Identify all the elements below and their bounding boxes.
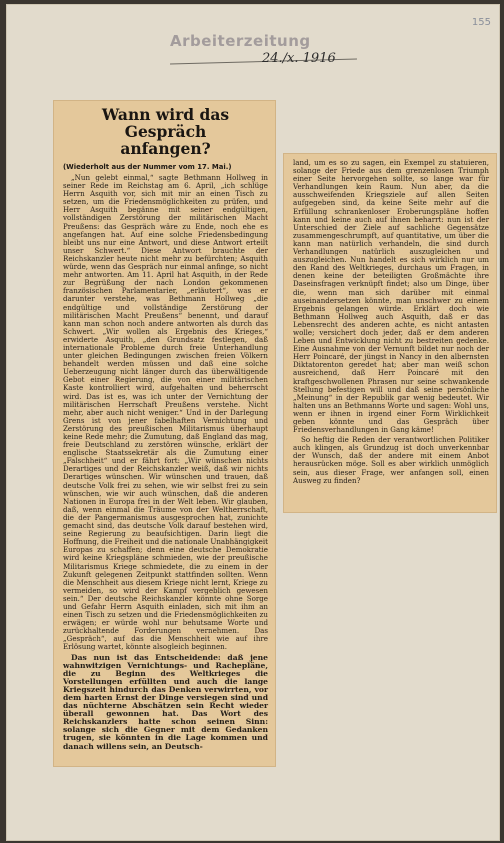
clipping-right-inner	[293, 159, 489, 512]
handwritten-date	[262, 49, 352, 71]
archive-sheet	[6, 4, 500, 841]
article-subheadline: (Wiederholt aus der Nummer vom 17. Mai.)	[63, 163, 232, 171]
handwritten-date-script	[262, 49, 352, 67]
clipping-right-column	[284, 154, 496, 512]
article-paragraph-1: „Nun gelebt einmal,“ sagte Bethmann Hollweg in seiner Rede im Reichstag am 6. April, „ich schlüge Herrn Asquith vor, sich mit mir an einen Tisch zu setzen, um die Friedensmöglichkeiten zu prüfen, und Herr Asquith begänne mit seiner endgültigen, vollständigen Zerstörung der militärischen Macht Preußens: das Gespräch wäre zu Ende, noch ehe es angefangen hat. Auf eine solche Friedensbedingung bleibt uns nur eine Antwort, und diese Antwort erteilt unser Schwert.“ Diese Antwort brauchte der Reichskanzler heute nicht mehr zu befürchten; Asquith würde, wenn das Gespräch nur einmal anfinge, so nicht mehr antworten. Am 11. April hat Asquith, in der Rede zur Begrüßung der nach London gekommenen französischen Parlamentarier, „erläutert“, was er darunter verstehe, was Bethmann Hollweg „die endgültige und vollständige Zerstörung der militärischen Macht Preußens“ benennt, und darauf kann man schon noch andere antworten als durch das Schwert. „Wir wollen als Ergebnis des Krieges,“ erwiderte Asquith, „den Grundsatz festlegen, daß internationale Probleme durch freie Unterhandlung unter gleichen Bedingungen zwischen freien Völkern behandelt werden müssen und daß eine solche Ueberzeugung nicht länger durch das überwältigende Gebot einer Regierung, die von einer militärischen Kaste kontrolliert wird, aufgehalten und beherrscht wird. Das ist es, was ich unter der Vernichtung der militärischen Herrschaft Preußens verstehe. Nicht mehr, aber auch nicht weniger.“ Und in der Darlegung Grens ist von jener fabelhaften Vernichtung und Zerstörung des preußischen Militarismus überhaupt keine Rede mehr; die Zumutung, daß England das mag, freie Deutschland zu zerstören wünsche, erklärt der englische Staatssekretär als die Zumutung einer „Falschheit“ und er fährt fort: „Wir wünschen nichts Derartiges und der Reichskanzler weiß, daß wir nichts Derartiges wünschen. Wir wünschen und trauen, daß deutsche Volk frei zu sehen, wie wir selbst frei zu sein wünschen, wie wir auch wünschen, daß die anderen Nationen in Europa frei in der Welt leben. Wir glauben, daß, wenn einmal die Träume von der Weltherrschaft, die der Pangermanismus ausgesprochen hat, zunichte gemacht sind, das deutsche Volk darauf bestehen wird, seine Regierung zu beaufsichtigen. Darin liegt die Hoffnung, die Freiheit und die nationale Unabhängigkeit Europas zu schaffen; denn eine deutsche Demokratie wird keine Kriegspläne schmieden, wie der preußische Militarismus Kriege schmiedete, die zu einem in der Zukunft gelegenen Zeitpunkt stattfinden sollten. Wenn die Menschheit aus diesem Kriege nicht lernt, Kriege zu vermeiden, so wird der Kampf vergeblich gewesen sein.“ Der deutsche Reichskanzler könnte ohne Sorge und Gefahr Herrn Asquith einladen, sich mit ihm an einen Tisch zu setzen und die Friedensmöglichkeiten zu erwägen; er würde wohl nur behutsame Worte und zurückhaltende Forderungen vernehmen. Das „Gespräch“, auf das die Menschheit wie auf ihre Erlösung wartet, könnte alsogleich beginnen.	[63, 173, 268, 652]
article-paragraph-4: So heftig die Reden der verantwortlichen Politiker auch klingen, als Grundzug ist doch unverkennbar der Wunsch, daß der andere mit einem Anbot herausrücken möge. Soll es aber wirklich unmöglich sein, aus dieser Frage, wer anfangen soll, einen Ausweg zu finden?	[293, 435, 489, 485]
article-paragraph-3: land, um es so zu sagen, ein Exempel zu statuieren, solange der Friede aus dem grenzenlosen Triumph einer Seite hervorgehen sollte, so lange war für Verhandlungen kein Raum. Nun aber, da die ausschweifenden Kriegsziele auf allen Seiten aufgegeben sind, da keine Seite mehr auf die Erfüllung schrankenloser Eroberungspläne hoffen kann und keine auch auf ihnen beharrt: nun ist der Unterschied der Ziele auf sachliche Gegensätze zusammengeschrumpft, auf quantitative, um über die kann man natürlich verhandeln, die sind durch Verhandlungen natürlich auszugleichen und auszugleichen. Nun handelt es sich wirklich nur um den Rand des Weltkrieges, durchaus um Fragen, in denen keine der beteiligten Großmächte ihre Daseinsfragen verknüpft findet; also um Dinge, über die, wenn man sich darüber mit einmal auseinandersetzen könnte, man unschwer zu einem Ergebnis gelangen würde. Erklärt doch wie Bethmann Hollweg auch Asquith, daß er das Lebensrecht des anderen achte, es nicht antasten wolle; versichert doch jeder, daß er dem anderen Leben und Entwicklung nicht zu bestreiten gedenke. Eine Ausnahme von der Vernunft bildet nur noch der Herr Poincaré, der jüngst in Nancy in den albernsten Diktatorenton geredet hat; aber man weiß schon ausreichend, daß Herr Poincaré mit den kraftgeschwollenen Phrasen nur seine schwankende Stellung befestigen will und daß seine persönliche „Meinung“ in der Republik gar wenig bedeutet. Wir halten uns an Bethmanns Worte und sagen: Wohl uns, wenn er ihnen in irgend einer Form Wirklichkeit geben könnte und das Gespräch über Friedensverhandlungen in Gang käme!	[293, 158, 489, 435]
article-paragraph-2: Das nun ist das Entscheidende: daß jene wahnwitzigen Vernichtungs- und Rachepläne, die zu Beginn des Weltkrieges die Vorstellungen erfüllten und auch die lange Kriegszeit hindurch das Denken verwirrten, vor dem harten Ernst der Dinge versiegen sind und das nüchterne Abschätzen sein Recht wieder überall gewonnen hat. Das Wort des Reichskanzlers hatte schon seinen Sinn: solange sich die Gegner mit dem Gedanken trugen, sie könnten in die Lage kommen und danach willens sein, an Deutsch-	[63, 652, 268, 751]
headline-line-1: Wann wird das Gespräch	[101, 105, 230, 141]
clipping-left-inner	[63, 101, 268, 766]
svg-text:Arbeiterzeitung: Arbeiterzeitung	[170, 32, 311, 50]
clipping-left-column	[54, 101, 275, 766]
sheet-number: 155	[471, 17, 491, 28]
article-headline	[63, 106, 268, 157]
headline-line-2: anfangen?	[120, 139, 211, 158]
svg-text:24./x. 1916: 24./x. 1916	[262, 51, 336, 66]
